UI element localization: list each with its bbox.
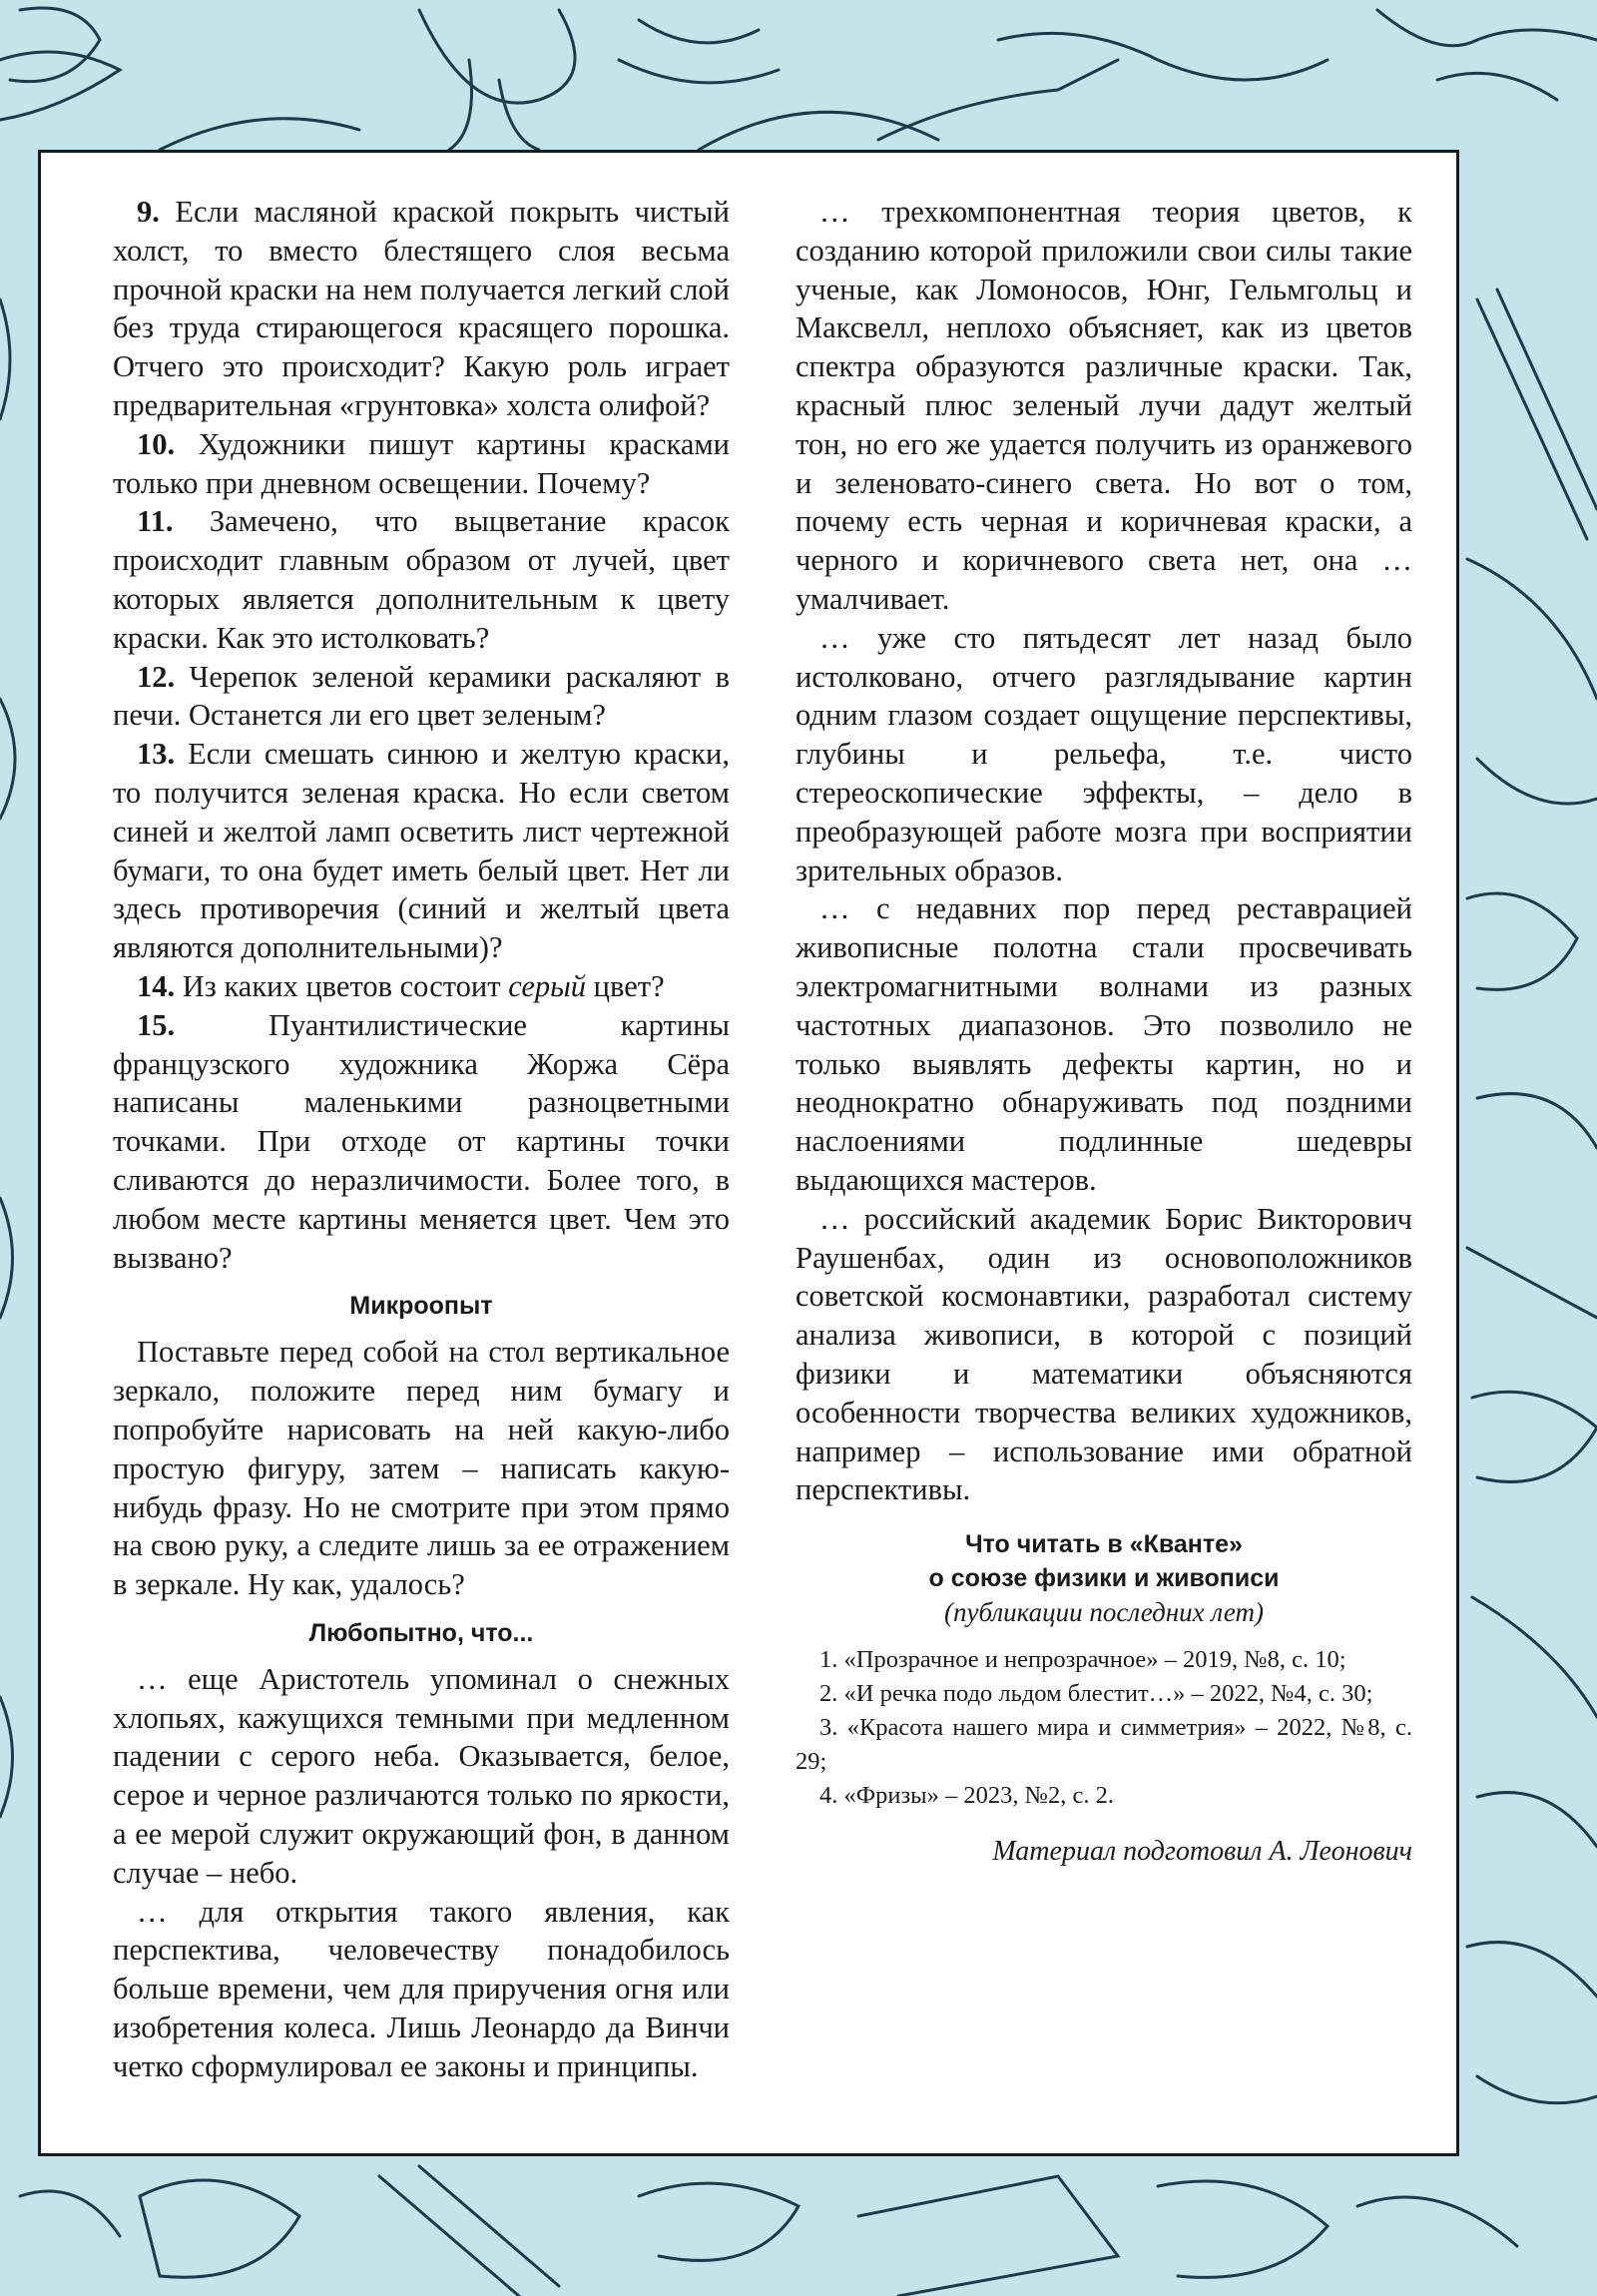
curious-paragraph-3: … трехкомпонентная теория цветов, к созданию которой приложили свои силы такие ученые, как Ломоносов, Юнг, Гельмгольц и Максвелл, неплохо объясняет, как из цветов спектра образуются различные краски. Так, красный плюс зеленый лучи дадут желтый тон, но его же удается получить из оранжевого и зеленовато-синего света. Но вот о том, почему есть черная и коричневая краски, а черного и коричневого света нет, она … умалчивает.	[796, 195, 1412, 616]
question-number: 9.	[137, 195, 160, 229]
left-column	[113, 193, 730, 2153]
reading-list-item: 1. «Прозрачное и непрозрачное» – 2019, №8, с. 10;	[819, 1646, 1346, 1674]
question-text: Замечено, что выцветание красок происходит главным образом от лучей, цвет которых является дополнительным к цвету краски. Как это истолковать?	[113, 504, 730, 655]
curious-heading: Любопытно, что...	[308, 1618, 534, 1647]
question-text: Из каких цветов состоит	[175, 968, 509, 1003]
reading-list-item: 2. «И речка подо льдом блестит…» – 2022, №4, с. 30;	[819, 1680, 1373, 1708]
reading-list-item: 3. «Красота нашего мира и симметрия» – 2022, №8, с. 29;	[796, 1714, 1412, 1776]
reading-list-item: 4. «Фризы» – 2023, №2, с. 2.	[819, 1782, 1114, 1810]
curious-paragraph-1: … еще Аристотель упоминал о снежных хлопьях, кажущихся темными при медленном падении с серого неба. Оказывается, белое, серое и черное различаются только по яркости, а ее мерой служит окружающий фон, в данном случае – небо.	[113, 1661, 730, 1890]
micro-experiment-heading: Микроопыт	[349, 1292, 493, 1321]
question-text: Черепок зеленой керамики раскаляют в печи. Останется ли его цвет зеленым?	[113, 659, 730, 733]
curious-paragraph-5: … с недавних пор перед реставрацией живописные полотна стали просвечивать электромагнитными волнами из разных частотных диапазонов. Это позволило не только выявлять дефекты картин, но и неоднократно обнаруживать под поздними наслоениями подлинные шедевры выдающихся мастеров.	[796, 891, 1412, 1197]
question-text-end: цвет?	[586, 968, 665, 1003]
question-12	[113, 658, 730, 736]
question-text: Если смешать синюю и желтую краски, то получится зеленая краска. Но если светом синей и желтой ламп осветить лист чертежной бумаги, то она будет иметь белый цвет. Нет ли здесь противоречия (синий и желтый цвета являются дополнительными)?	[113, 737, 730, 965]
question-text: Пуантилистические картины французского художника Жоржа Сёра написаны маленькими разноцветными точками. При отходе от картины точки сливаются до неразличимости. Более того, в любом месте картины меняется цвет. Чем это вызвано?	[113, 1007, 730, 1275]
question-11	[113, 502, 730, 657]
curious-paragraph-4: … уже сто пятьдесят лет назад было истолковано, отчего разглядывание картин одним глазом создает ощущение перспективы, глубины и рельефа, т.е. чисто стереоскопические эффекты, – дело в преобразующей работе мозга при восприятии зрительных образов.	[796, 620, 1412, 887]
author-credit: Материал подготовил А. Леонович	[992, 1836, 1412, 1868]
reading-heading-line-1: Что читать в «Кванте»	[965, 1530, 1243, 1559]
question-15	[113, 1006, 730, 1278]
question-number: 12.	[137, 659, 176, 694]
article-sheet	[38, 150, 1459, 2156]
curious-paragraph-6: … российский академик Борис Викторович Раушенбах, один из основоположников советской космонавтики, разработал систему анализа живописи, в которой с позиций физики и математики объясняются особенности творчества великих художников, например – использование ими обратной перспективы.	[796, 1201, 1412, 1507]
mirror-sketch	[419, 10, 575, 103]
reading-heading-line-2: о союзе физики и живописи	[928, 1564, 1280, 1593]
question-number: 14.	[137, 968, 176, 1003]
micro-experiment-text: Поставьте перед собой на стол вертикальное зеркало, положите перед ним бумагу и попробуйте нарисовать на ней какую-либо простую фигуру, затем – написать какую-нибудь фразу. Но не смотрите при этом прямо на свою руку, а следите лишь за ее отражением в зеркале. Ну как, удалось?	[113, 1335, 730, 1602]
question-14	[113, 967, 730, 1006]
question-9	[113, 193, 730, 425]
question-text: Художники пишут картины красками только при дневном освещении. Почему?	[113, 426, 730, 500]
question-number: 15.	[137, 1007, 176, 1042]
reading-list	[796, 1643, 1412, 1813]
palette-sketch	[140, 2180, 299, 2277]
question-number: 13.	[137, 737, 176, 772]
question-number: 11.	[137, 504, 174, 539]
brush-sketch	[1477, 289, 1597, 539]
question-10	[113, 425, 730, 503]
right-column	[796, 193, 1412, 2153]
question-number: 10.	[137, 426, 176, 461]
reading-subtitle: (публикации последних лет)	[944, 1597, 1264, 1628]
curious-paragraph-2: … для открытия такого явления, как перспектива, человечеству понадобилось больше времени, чем для приручения огня или изобретения колеса. Лишь Леонардо да Винчи четко сформулировал ее законы и принципы.	[113, 1894, 730, 2083]
question-13	[113, 735, 730, 967]
question-text: Если масляной краской покрыть чистый холст, то вместо блестящего слоя весьма прочной краски на нем получается легкий слой без труда стирающегося красящего порошка. Отчего это происходит? Какую роль играет предварительная «грунтовка» холста олифой?	[113, 195, 730, 422]
question-emphasis: серый	[508, 968, 587, 1003]
